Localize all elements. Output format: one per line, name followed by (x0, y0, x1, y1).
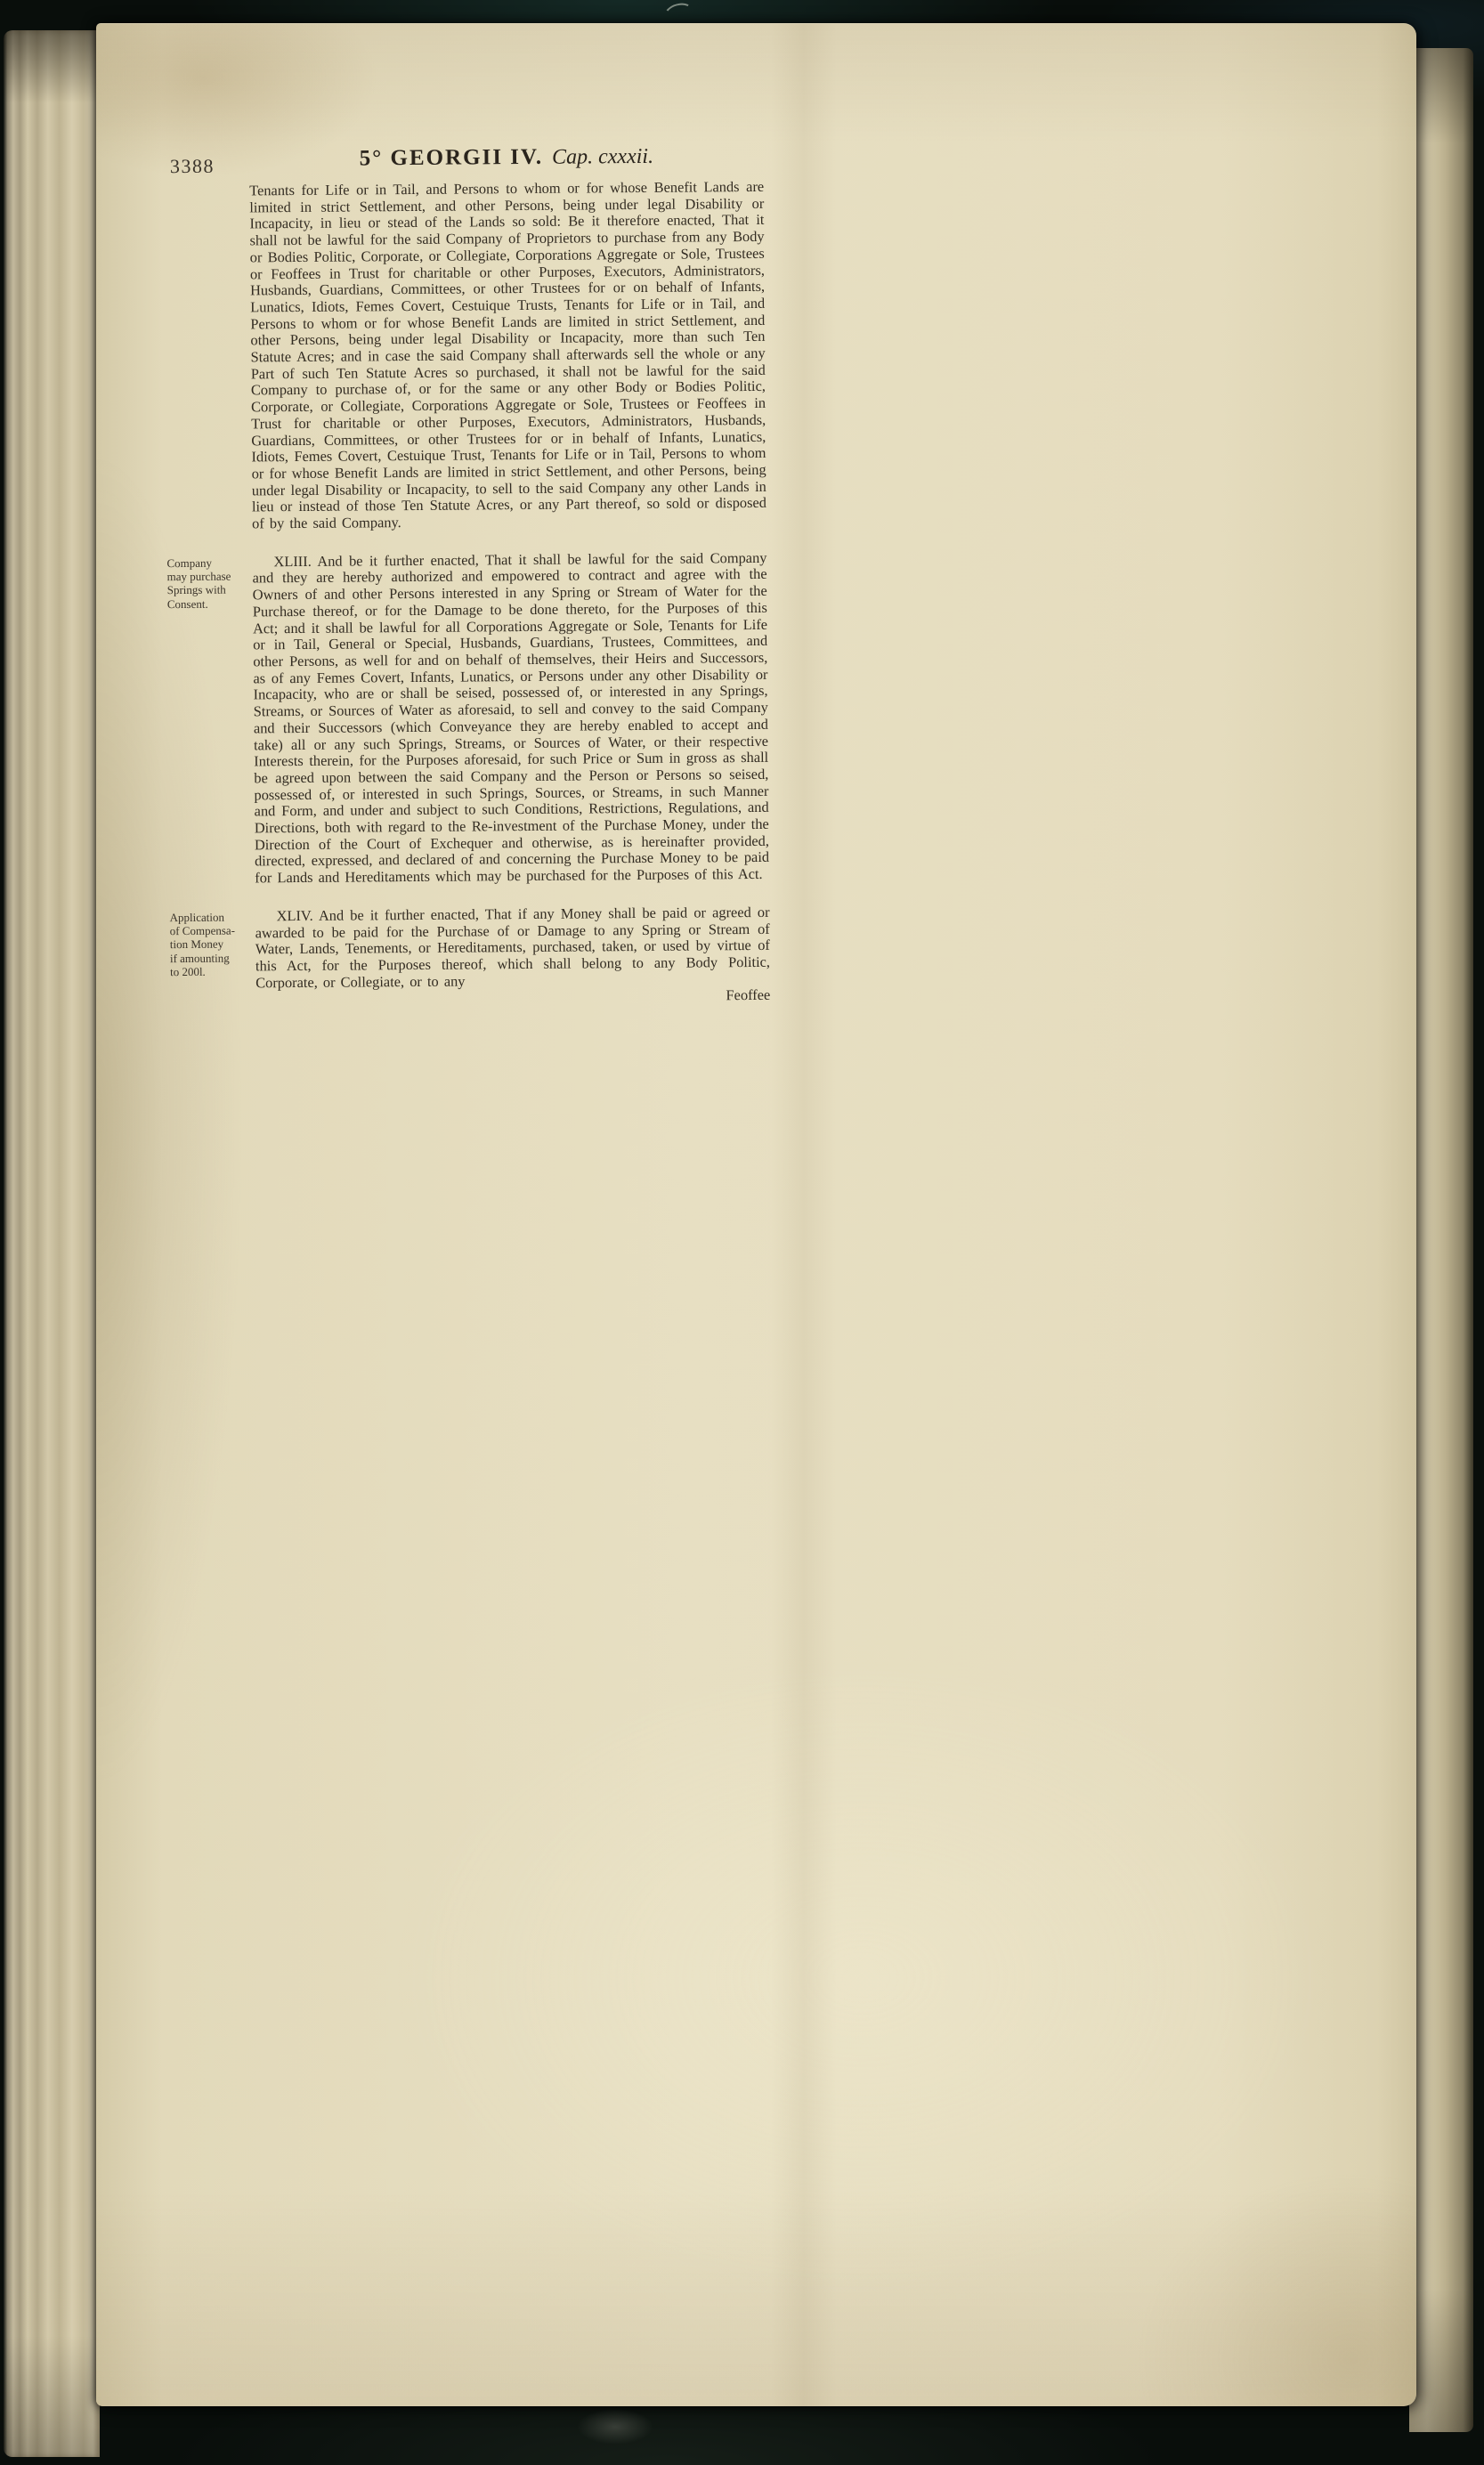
body-text-column (166, 177, 771, 1009)
sidenote-xliii: Company may purchase Springs with Consent. (166, 555, 231, 611)
printed-text-area (93, 17, 1432, 2410)
page-stack-left-edge (4, 30, 100, 2457)
paragraph-xliv: XLIV. And be it further enacted, That if any Money shall be paid or agreed or awarded to be paid for the Purchase of or Damage to any Spring or Stream of Water, Lands, Tenements, or Hereditaments, purchased, taken, or used by virtue of this Act, for the Purposes thereof, which shall belong to any Body Politic, Corporate, or Collegiate, or to any (255, 903, 771, 992)
page-number: 3388 (169, 154, 215, 178)
statute-title: 5° GEORGII IV. (359, 144, 544, 171)
catchword: Feoffee (726, 986, 771, 1004)
section-xliii (166, 548, 770, 888)
section-xliv (169, 903, 771, 992)
running-header (249, 143, 764, 173)
book-page (96, 23, 1416, 2406)
paragraph-xliii: XLIII. And be it further enacted, That it shall be lawful for the said Company and they are hereby authorized and empowered to contract and agree with the Owners of and other Persons interested in any Spring or Stream of Water for the Purchase thereof, or for the Damage to be done thereto, for the Purposes of this Act; and it shall be lawful for all Corporations Aggregate or Sole, Tenants for Life or in Tail, General or Special, Husbands, Guardians, Trustees, Committees, and other Persons, as well for and on behalf of themselves, their Heirs and Successors, as of any Femes Covert, Infants, Lunatics, or Persons under any other Disability or Incapacity, who are or shall be seised, possessed of, or interested in any Springs, Streams, or Sources of Water as aforesaid, to sell and convey to the said Company and their Successors (which Conveyance they are hereby enabled to accept and take) all or any such Springs, Streams, or Sources of Water, or their respective Interests therein, for the Purposes aforesaid, for such Price or Sum in gross as shall be agreed upon between the said Company and the Person or Persons so seised, possessed of, or interested in such Springs, Sources, or Streams, in such Manner and Form, and under and subject to such Conditions, Restrictions, Regulations, and Directions, both with regard to the Re-investment of the Purchase Money, under the Direction of the Court of Exchequer and otherwise, as is hereinafter provided, directed, expressed, and declared of and concerning the Purchase Money to be paid for Lands and Hereditaments which may be purchased for the Purposes of this Act. (252, 548, 770, 887)
paragraph-continuation: Tenants for Life or in Tail, and Persons to whom or for whose Benefit Lands are limited in strict Settlement, and other Persons, being under legal Disability or Incapacity, in lieu or stead of the Lands so sold: Be it therefore enacted, That it shall not be lawful for the said Company of Proprietors to purchase from any Body or Bodies Politic, Corporate, or Collegiate, Corporations Aggregate or Sole, Trustees or Feoffees in Trust for charitable or other Purposes, Executors, Administrators, Husbands, Guardians, Committees, or other Trustees for or on behalf of Infants, Lunatics, Idiots, Femes Covert, Cestuique Trusts, Tenants for Life or in Tail, and Persons to whom or for whose Benefit Lands are limited in strict Settlement, and other Persons, being under legal Disability or Incapacity, more than such Ten Statute Acres; and in case the said Company shall afterwards sell the whole or any Part of such Ten Statute Acres so purchased, it shall not be lawful for the said Company to purchase of, or for the same or any other Body or Bodies Politic, Corporate, or Collegiate, Corporations Aggregate or Sole, Trustees or Feoffees in Trust for charitable or other Purposes, Executors, Administrators, Husbands, Guardians, Committees, or other Trustees for or in behalf of Infants, Lunatics, Idiots, Femes Covert, Cestuique Trust, Tenants for Life or in Tail, Persons to whom or for whose Benefit Lands are limited in strict Settlement, and other Persons, being under legal Disability or Incapacity, to sell to the said Company any other Lands in lieu or instead of those Ten Statute Acres, or any Part thereof, so sold or disposed of by the said Company. (249, 177, 767, 532)
chapter-number: Cap. cxxxii. (551, 144, 654, 169)
paper-smudge (577, 2409, 653, 2445)
sidenote-xliv: Application of Compensa- tion Money if amounting to 200l. (169, 910, 236, 979)
